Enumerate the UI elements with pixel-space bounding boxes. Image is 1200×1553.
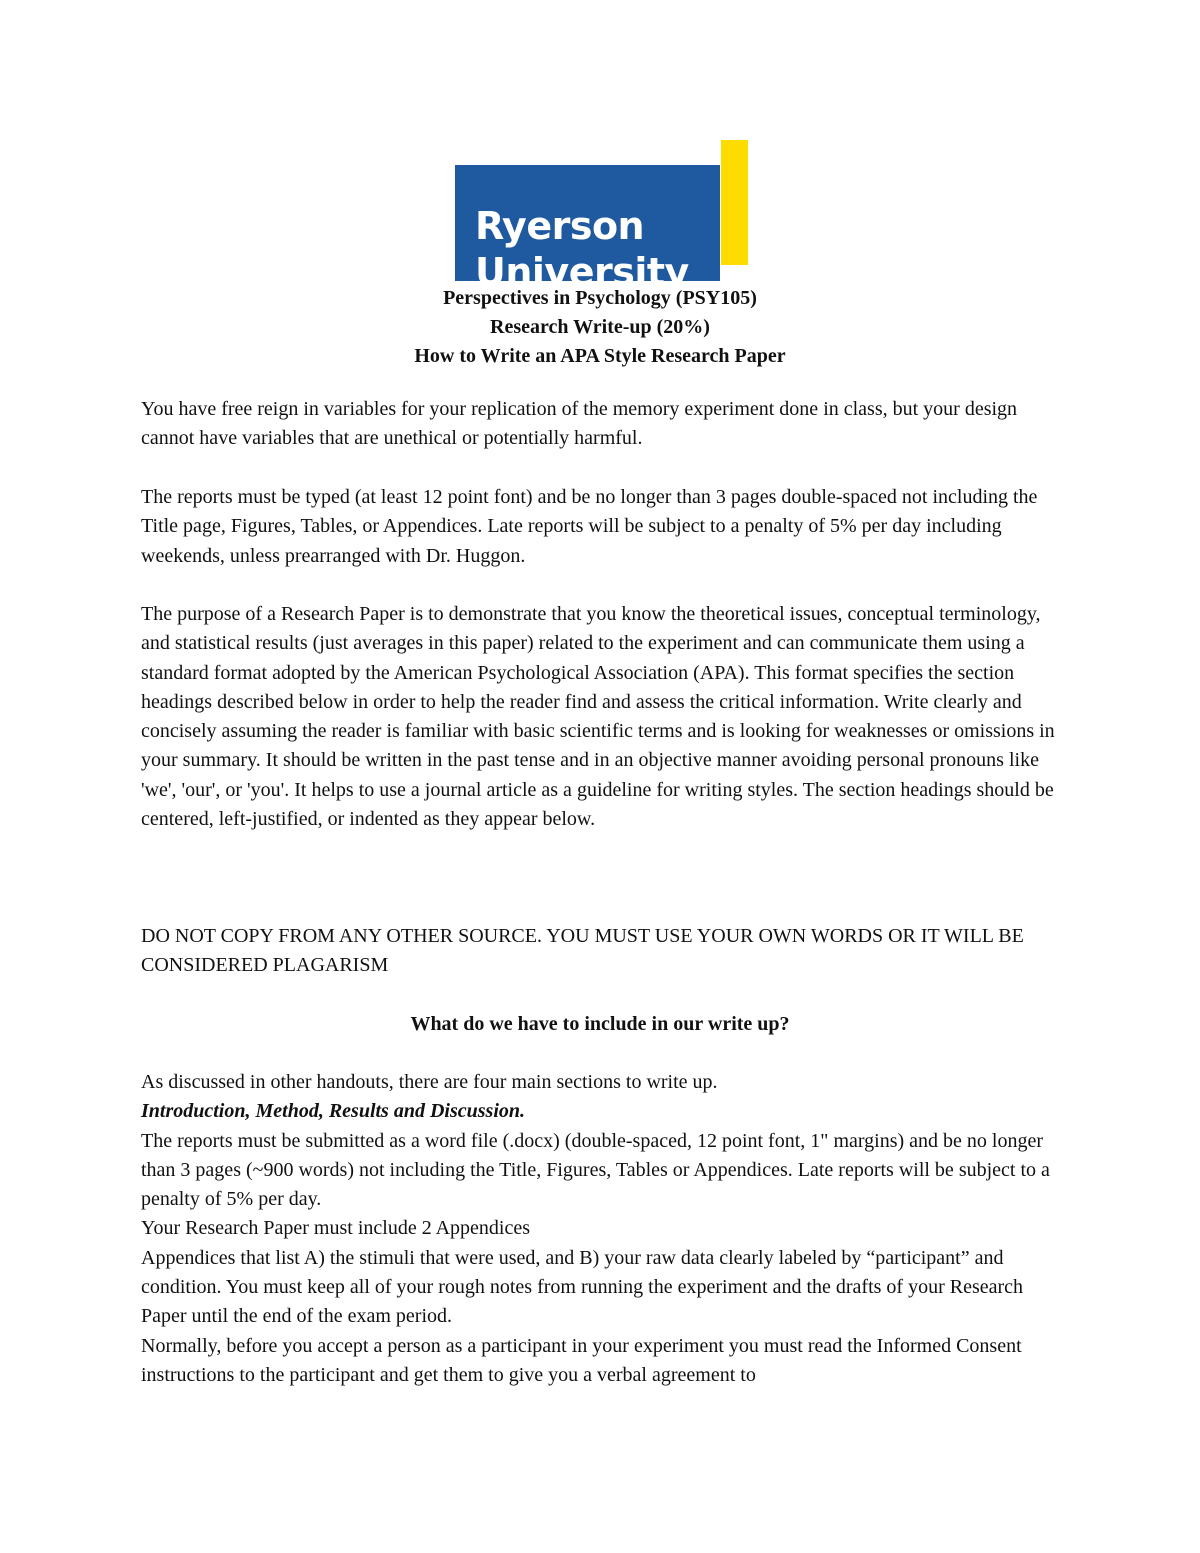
- paragraph-plagiarism-warning: [141, 922, 1071, 981]
- paragraph-purpose: [141, 600, 1071, 834]
- paragraph-text: You have free reign in variables for your replication of the memory experiment done in class, but your design cannot have variables that are unethical or potentially harmful.: [141, 398, 1018, 450]
- paragraph-text: The purpose of a Research Paper is to demonstrate that you know the theoretical issues, conceptual terminology, and statistical results (just averages in this paper) related to the experiment and can communicate them using a standard format adopted by the American Psychological Association (APA). This format specifies the section headings described below in order to help the reader find and assess the critical information. Write clearly and concisely assuming the reader is familiar with basic scientific terms and is looking for weaknesses or omissions in your summary. It should be written in the past tense and in an objective manner avoiding personal pronouns like 'we', 'our', or 'you'. It helps to use a journal article as a guideline for writing styles. The section headings should be centered, left-justified, or indented as they appear below.: [141, 603, 1055, 831]
- paragraph-text: DO NOT COPY FROM ANY OTHER SOURCE. YOU MUST USE YOUR OWN WORDS OR IT WILL BE CONSIDERED PLAGARISM: [141, 925, 1024, 977]
- appendices-detail-line: Appendices that list A) the stimuli that were used, and B) your raw data clearly labeled by “participant” and condition. You must keep all of your rough notes from running the experiment and the drafts of your Research Paper until the end of the exam period.: [141, 1246, 1024, 1328]
- document-title-block: [0, 284, 1200, 371]
- paragraph-text: The reports must be typed (at least 12 point font) and be no longer than 3 pages double-spaced not including the Title page, Figures, Tables, or Appendices. Late reports will be subject to a penalty of 5% per day including weekends, unless prearranged with Dr. Huggon.: [141, 486, 1038, 567]
- logo-wordmark: [475, 203, 689, 295]
- include-section-heading: What do we have to include in our write up?: [410, 1013, 790, 1035]
- assignment-title: Research Write-up (20%): [490, 316, 710, 338]
- document-subtitle: How to Write an APA Style Research Paper: [414, 345, 786, 367]
- ryerson-university-logo: [455, 140, 748, 294]
- logo-blue-block: [455, 165, 720, 294]
- paragraph-variables: [141, 395, 1071, 454]
- informed-consent-line: Normally, before you accept a person as a participant in your experiment you must read the Informed Consent instructions to the participant and get them to give you a verbal agreement to: [141, 1334, 1022, 1386]
- course-title: Perspectives in Psychology (PSY105): [443, 287, 757, 309]
- logo-yellow-bar: [721, 140, 748, 265]
- appendices-requirement-line: Your Research Paper must include 2 Appendices: [141, 1217, 531, 1240]
- logo-line-2: University: [475, 250, 689, 294]
- include-intro-line: As discussed in other handouts, there are four main sections to write up.: [141, 1071, 718, 1093]
- paragraph-report-format: [141, 483, 1071, 571]
- submission-format-line: The reports must be submitted as a word file (.docx) (double-spaced, 12 point font, 1" margins) and be no longer than 3 pages (~900 words) not including the Title, Figures, Tables or Appendices. Late reports will be subject to a penalty of 5% per day.: [141, 1129, 1050, 1211]
- include-section-body: [141, 1068, 1071, 1390]
- main-sections-line: Introduction, Method, Results and Discussion.: [141, 1100, 525, 1123]
- logo-line-1: Ryerson: [475, 204, 645, 248]
